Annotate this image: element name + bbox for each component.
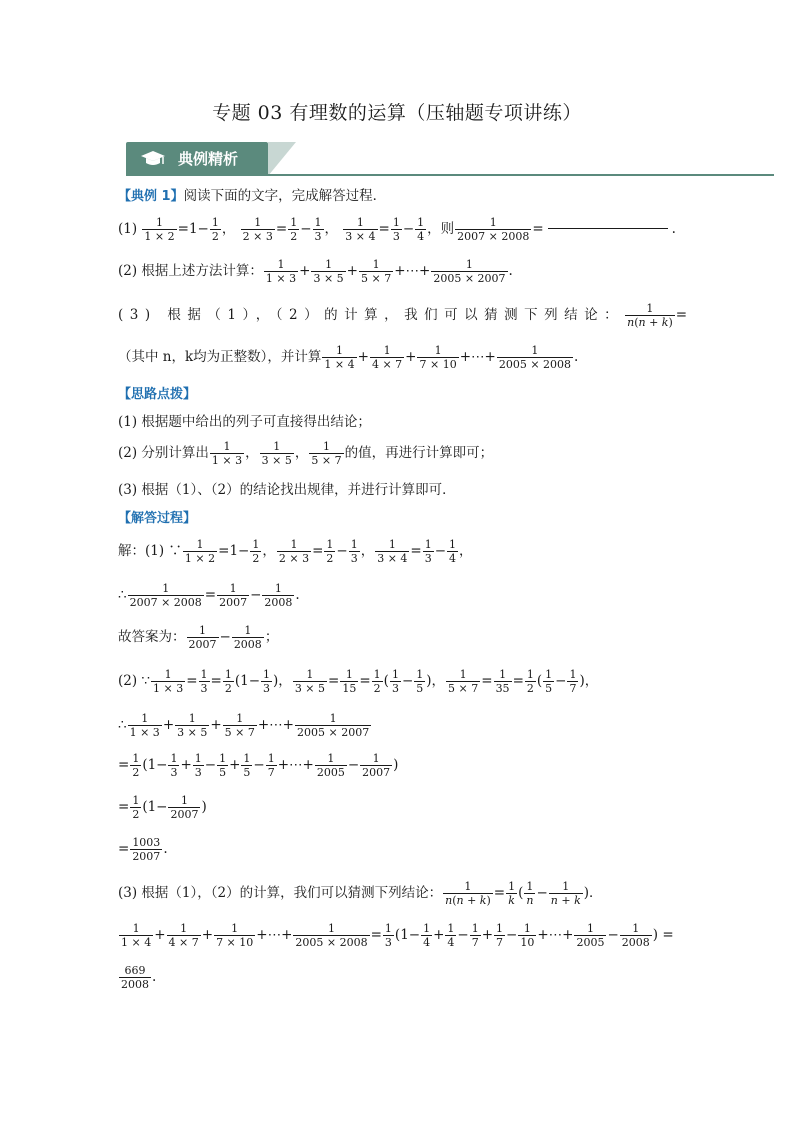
solution-2-step1: = $\frac{1}{2}$ (1− $\frac{1}{3}$ + $\frac{1}{3}$ − $\frac{1}{5}$ + $\frac{1}{5}$ − $\frac{1}{7}$ +⋯+ $\frac{1}{2005}$ − $\frac{1}{2007}$ ) [118,752,399,779]
graduation-cap-icon [140,149,166,169]
banner-label: 典例精析 [178,150,239,168]
hint-1: (1) 根据题中给出的列子可直接得出结论； [118,414,371,430]
question-2: (2) 根据上述方法计算： $\frac{1}{1 \times 3}$ + $\frac{1}{3 \times 5}$ + $\frac{1}{5 \times 7}$ +⋯+ $\frac{1}{2005 \times 2007}$ . [118,258,513,285]
solution-2-step2: = $\frac{1}{2}$ (1− $\frac{1}{2007}$ ) [118,794,207,821]
example-tag: 【典例 1】 [118,189,184,204]
solution-3: (3) 根据（1），（2）的计算，我们可以猜测下列结论： $\frac{1}{n(n + k)}$ = $\frac{1}{k}$ ( $\frac{1}{n}$ − $\frac{1}{n + k}$ )． [118,880,603,907]
solution-tag: 【解答过程】 [118,511,197,526]
solution-3-sum: $\frac{1}{1 \times 4}$ + $\frac{1}{4 \times 7}$ + $\frac{1}{7 \times 10}$ +⋯+ $\frac{1}{2005 \times 2008}$ = $\frac{1}{3}$ (1− $\frac{1}{4}$ + $\frac{1}{4}$ − $\frac{1}{7}$ + $\frac{1}{7}$ − $\frac{1}{10}$ +⋯+ $\frac{1}{2005}$ − $\frac{1}{2008}$ ) = [121,922,674,949]
answer-blank [548,228,668,229]
question-3: (3) 根据（1），（2）的计算，我们可以猜测下列结论： $\frac{1}{n(n + k)}$ = [118,302,688,329]
question-1: (1) $\frac{1}{1 \times 2}$ =1− $\frac{1}{2}$ ， $\frac{1}{2 \times 3}$ = $\frac{1}{2}$ − $\frac{1}{3}$ ， $\frac{1}{3 \times 4}$ = $\frac{1}{3}$ − $\frac{1}{4}$ ，则 $\frac{1}{2007 \times 2008}$ = . [118,216,676,243]
solution-1: 解：(1) ∵ $\frac{1}{1 \times 2}$ =1− $\frac{1}{2}$ ， $\frac{1}{2 \times 3}$ = $\frac{1}{2}$ − $\frac{1}{3}$ ， $\frac{1}{3 \times 4}$ = $\frac{1}{3}$ − $\frac{1}{4}$ ， [118,538,473,565]
section-banner [126,142,776,178]
question-3-cont: （其中 n，k均为正整数），并计算 $\frac{1}{1 \times 4}$ + $\frac{1}{4 \times 7}$ + $\frac{1}{7 \times 10}$ +⋯+ $\frac{1}{2005 \times 2008}$ . [118,344,579,371]
solution-2: (2) ∵ $\frac{1}{1 \times 3}$ = $\frac{1}{3}$ = $\frac{1}{2}$ (1− $\frac{1}{3}$ )， $\frac{1}{3 \times 5}$ = $\frac{1}{15}$ = $\frac{1}{2}$ ( $\frac{1}{3}$ − $\frac{1}{5}$ )， $\frac{1}{5 \times 7}$ = $\frac{1}{35}$ = $\frac{1}{2}$ ( $\frac{1}{5}$ − $\frac{1}{7}$ )， [118,668,599,695]
hint-3: (3) 根据（1）、（2）的结论找出规律，并进行计算即可． [118,482,456,498]
hints-tag: 【思路点拨】 [118,387,197,402]
page-title: 专题 03 有理数的运算（压轴题专项讲练） [212,102,582,124]
answer-line: 故答案为： $\frac{1}{2007}$ − $\frac{1}{2008}$ ； [118,624,279,651]
solution-3-result: $\frac{669}{2008}$ . [121,964,157,991]
example-intro: 【典例 1】阅读下面的文字，完成解答过程． [118,188,387,204]
solution-1-result: ∴ $\frac{1}{2007 \times 2008}$ = $\frac{1}{2007}$ − $\frac{1}{2008}$ . [118,582,300,609]
solution-2-sum: ∴ $\frac{1}{1 \times 3}$ + $\frac{1}{3 \times 5}$ + $\frac{1}{5 \times 7}$ +⋯+ $\frac{1}{2005 \times 2007}$ [118,712,370,739]
solution-2-result: = $\frac{1003}{2007}$ . [118,836,168,863]
hint-2: (2) 分别计算出 $\frac{1}{1 \times 3}$ ， $\frac{1}{3 \times 5}$ ， $\frac{1}{5 \times 7}$ 的值，再进行计算即可； [118,440,494,467]
